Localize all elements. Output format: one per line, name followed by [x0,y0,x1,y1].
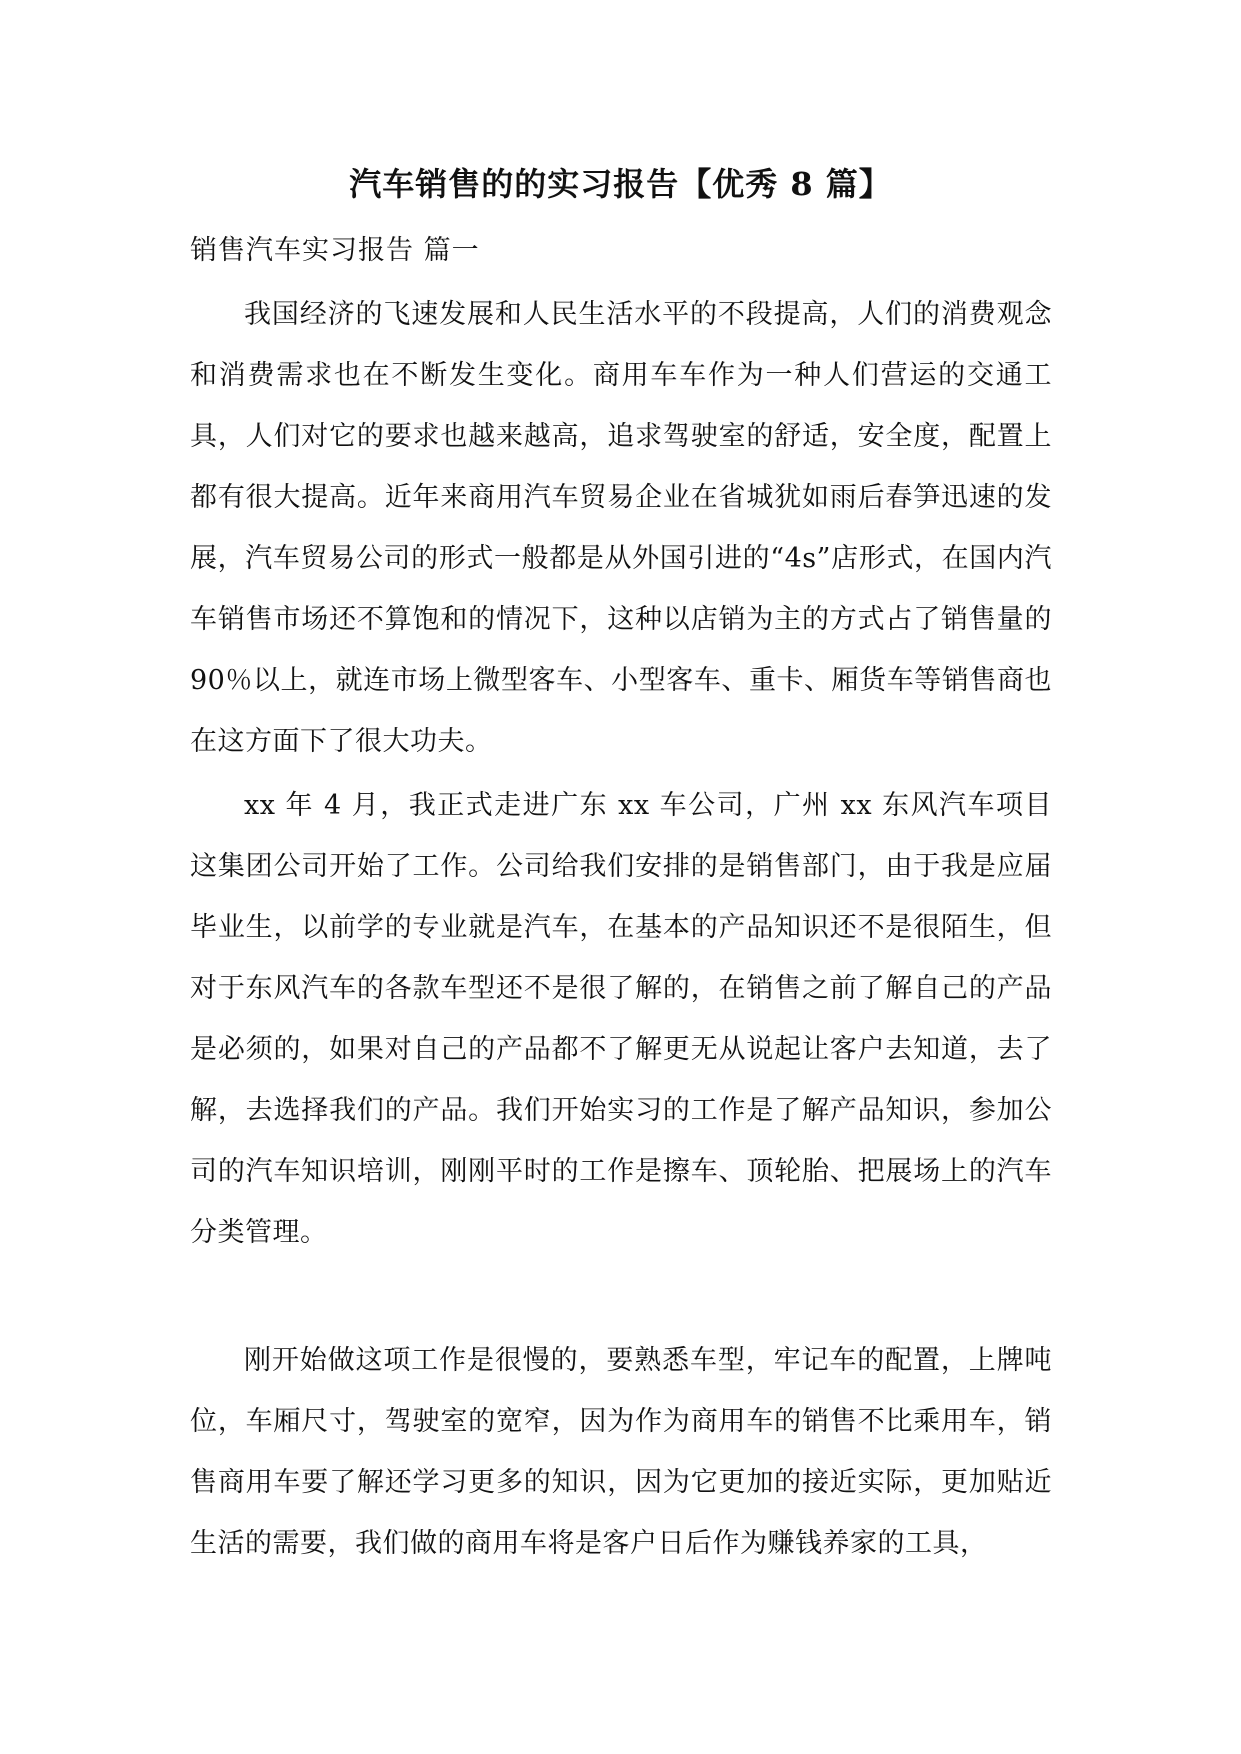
paragraph-3: 刚开始做这项工作是很慢的，要熟悉车型，牢记车的配置，上牌吨位，车厢尺寸，驾驶室的宽窄，因为作为商用车的销售不比乘用车，销售商用车要了解还学习更多的知识，因为它更加的接近实际，更加贴近生活的需要，我们做的商用车将是客户日后作为赚钱养家的工具， [190,1345,1052,1559]
paragraph-1: 我国经济的飞速发展和人民生活水平的不段提高，人们的消费观念和消费需求也在不断发生变化。商用车车作为一种人们营运的交通工具，人们对它的要求也越来越高，追求驾驶室的舒适，安全度，配置上都有很大提高。近年来商用汽车贸易企业在省城犹如雨后春笋迅速的发展，汽车贸易公司的形式一般都是从外国引进的“4s”店形式，在国内汽车销售市场还不算饱和的情况下，这种以店销为主的方式占了销售量的 90％以上，就连市场上微型客车、小型客车、重卡、厢货车等销售商也在这方面下了很大功夫。 [190,299,1052,757]
document-title: 汽车销售的的实习报告【优秀 8 篇】 [349,165,892,203]
section-heading: 销售汽车实习报告 篇一 [190,235,480,266]
paragraph-2: xx 年 4 月，我正式走进广东 xx 车公司，广州 xx 东风汽车项目这集团公司开始了工作。公司给我们安排的是销售部门，由于我是应届毕业生，以前学的专业就是汽车，在基本的产品知识还不是很陌生，但对于东风汽车的各款车型还不是很了解的，在销售之前了解自己的产品是必须的，如果对自己的产品都不了解更无从说起让客户去知道，去了解，去选择我们的产品。我们开始实习的工作是了解产品知识，参加公司的汽车知识培训，刚刚平时的工作是擦车、顶轮胎、把展场上的汽车分类管理。 [190,790,1052,1248]
